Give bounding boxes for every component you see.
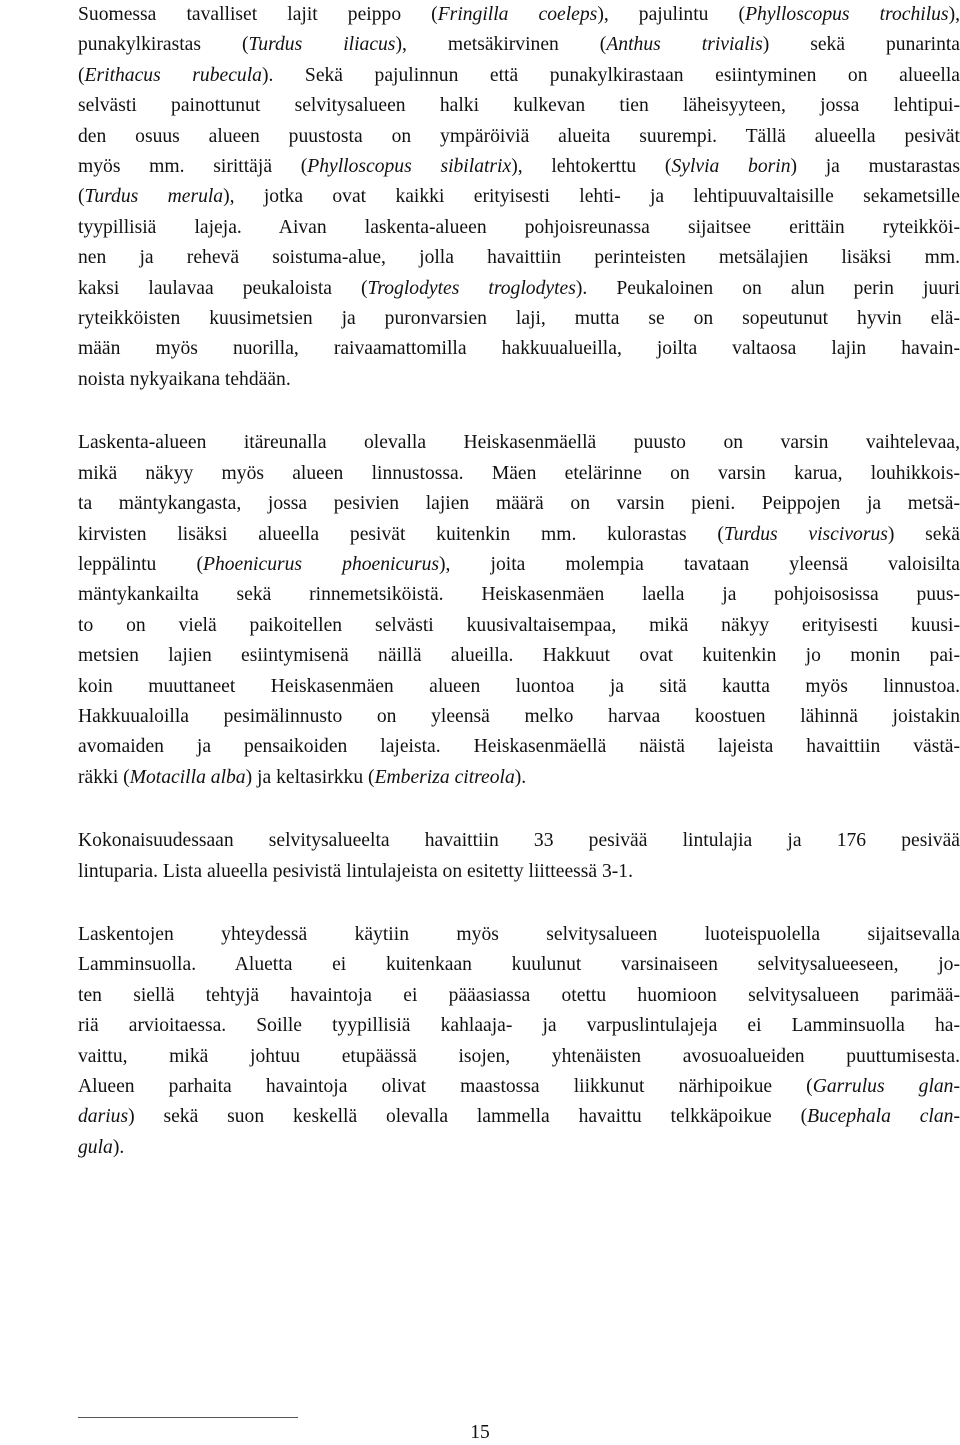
text-line [78,489,960,519]
text-line [78,122,960,152]
text-segment: räkki ( [78,767,130,788]
text-segment: koin muuttaneet Heiskasenmäen alueen luontoa ja sitä kautta myös linnustoa. [78,676,960,697]
text-line [78,702,960,732]
text-segment: selvästi painottunut selvitysalueen halki kulkevan tien läheisyyteen, jossa lehtipui- [78,95,960,116]
text-segment: ) sekä [888,524,960,545]
text-segment: ), [949,4,960,25]
text-line [78,611,960,641]
text-line [78,334,960,364]
text-segment: avomaiden ja pensaikoiden lajeista. Heiskasenmäellä näistä lajeista havaittiin västä- [78,736,960,757]
text-segment: Suomessa tavalliset lajit peippo ( [78,4,438,25]
text-segment: ), metsäkirvinen ( [395,34,606,55]
text-line [78,826,960,856]
text-segment: Alueen parhaita havaintoja olivat maastossa liikkunut närhipoikue ( [78,1076,813,1097]
text-line [78,1042,960,1072]
text-segment: ). [515,767,526,788]
text-segment: ), jotka ovat kaikki erityisesti lehti- ja lehtipuuvaltaisille sekametsille [223,186,960,207]
text-segment: Laskentojen yhteydessä käytiin myös selvitysalueen luoteispuolella sijaitsevalla [78,924,960,945]
text-line [78,732,960,762]
text-line [78,920,960,950]
text-segment: tyypillisiä lajeja. Aivan laskenta-alueen pohjoisreunassa sijaitsee erittäin ryteikköi- [78,217,960,238]
text-segment: myös mm. sirittäjä ( [78,156,307,177]
text-segment: noista nykyaikana tehdään. [78,369,291,390]
text-segment: punakylkirastas ( [78,34,248,55]
text-segment: ( [78,186,85,207]
text-line [78,304,960,334]
text-line [78,1072,960,1102]
text-line [78,641,960,671]
text-line [78,950,960,980]
species-name: Turdus viscivorus [724,524,888,545]
text-segment: ryteikköisten kuusimetsien ja puronvarsien laji, mutta se on sopeutunut hyvin elä- [78,308,960,329]
page-number: 15 [0,1421,960,1445]
text-segment: ). Peukaloinen on alun perin juuri [576,278,960,299]
text-line [78,365,960,395]
text-line [78,182,960,212]
species-name: Turdus iliacus [248,34,395,55]
text-segment: den osuus alueen puustosta on ympäröiviä alueita suurempi. Tällä alueella pesivät [78,126,960,147]
text-segment: leppälintu ( [78,554,203,575]
text-line [78,152,960,182]
paragraph [78,826,960,887]
species-name: Turdus merula [85,186,224,207]
text-segment: ) ja keltasirkku ( [246,767,375,788]
text-line [78,459,960,489]
text-segment: ), lehtokerttu ( [511,156,671,177]
document-page [78,0,960,1163]
species-name: Emberiza citreola [375,767,515,788]
text-segment: riä arvioitaessa. Soille tyypillisiä kahlaaja- ja varpuslintulajeja ei Lamminsuolla ha- [78,1015,960,1036]
text-segment: Kokonaisuudessaan selvitysalueelta havaittiin 33 pesivää lintulajia ja 176 pesivää [78,830,960,851]
text-segment: ), pajulintu ( [597,4,745,25]
text-segment: vaittu, mikä johtuu etupäässä isojen, yhtenäisten avosuoalueiden puuttumisesta. [78,1046,960,1067]
species-name: Garrulus glan- [813,1076,960,1097]
text-segment: Lamminsuolla. Aluetta ei kuitenkaan kuulunut varsinaiseen selvitysalueeseen, jo- [78,954,960,975]
species-name: gula [78,1137,113,1158]
text-segment: Hakkuualoilla pesimälinnusto on yleensä melko harvaa koostuen lähinnä joistakin [78,706,960,727]
text-line [78,857,960,887]
species-name: Anthus trivialis [606,34,762,55]
paragraph [78,0,960,395]
text-segment: ). Sekä pajulinnun että punakylkirastaan esiintyminen on alueella [262,65,960,86]
footer-divider [78,1417,298,1418]
text-segment: ) sekä punarinta [763,34,960,55]
species-name: Troglodytes troglodytes [368,278,576,299]
species-name: Phylloscopus trochilus [745,4,949,25]
text-segment: kaksi laulavaa peukaloista ( [78,278,368,299]
text-segment: ) ja mustarastas [791,156,960,177]
species-name: Bucephala clan- [807,1106,960,1127]
text-segment: ten siellä tehtyjä havaintoja ei pääasiassa otettu huomioon selvitysalueen parimää- [78,985,960,1006]
species-name: darius [78,1106,128,1127]
text-line [78,0,960,30]
text-line [78,428,960,458]
text-segment: lintuparia. Lista alueella pesivistä lintulajeista on esitetty liitteessä 3-1. [78,861,633,882]
paragraph [78,920,960,1163]
species-name: Motacilla alba [130,767,246,788]
text-line [78,550,960,580]
text-segment: ( [78,65,85,86]
text-line [78,213,960,243]
text-segment: ta mäntykangasta, jossa pesivien lajien määrä on varsin pieni. Peippojen ja metsä- [78,493,960,514]
text-line [78,243,960,273]
species-name: Fringilla coeleps [438,4,598,25]
text-line [78,61,960,91]
species-name: Sylvia borin [671,156,790,177]
text-segment: mään myös nuorilla, raivaamattomilla hakkuualueilla, joilta valtaosa lajin havain- [78,338,960,359]
text-line [78,1102,960,1132]
text-line [78,1133,960,1163]
text-line [78,91,960,121]
text-segment: kirvisten lisäksi alueella pesivät kuitenkin mm. kulorastas ( [78,524,724,545]
species-name: Phoenicurus phoenicurus [203,554,439,575]
text-segment: ). [113,1137,124,1158]
text-segment: Laskenta-alueen itäreunalla olevalla Heiskasenmäellä puusto on varsin vaihtelevaa, [78,432,960,453]
text-line [78,580,960,610]
text-line [78,981,960,1011]
text-segment: metsien lajien esiintymisenä näillä alueilla. Hakkuut ovat kuitenkin jo monin pai- [78,645,960,666]
text-segment: ) sekä suon keskellä olevalla lammella havaittu telkkäpoikue ( [128,1106,807,1127]
paragraph [78,428,960,793]
text-segment: nen ja rehevä soistuma-alue, jolla havaittiin perinteisten metsälajien lisäksi mm. [78,247,960,268]
text-segment: ), joita molempia tavataan yleensä valoisilta [439,554,960,575]
species-name: Erithacus rubecula [85,65,262,86]
text-line [78,672,960,702]
text-line [78,274,960,304]
text-segment: mäntykankailta sekä rinnemetsiköistä. Heiskasenmäen laella ja pohjoisosissa puus- [78,584,960,605]
text-segment: to on vielä paikoitellen selvästi kuusivaltaisempaa, mikä näkyy erityisesti kuusi- [78,615,960,636]
text-line [78,520,960,550]
text-line [78,763,960,793]
text-line [78,1011,960,1041]
text-line [78,30,960,60]
text-segment: mikä näkyy myös alueen linnustossa. Mäen etelärinne on varsin karua, louhikkois- [78,463,960,484]
species-name: Phylloscopus sibilatrix [307,156,511,177]
